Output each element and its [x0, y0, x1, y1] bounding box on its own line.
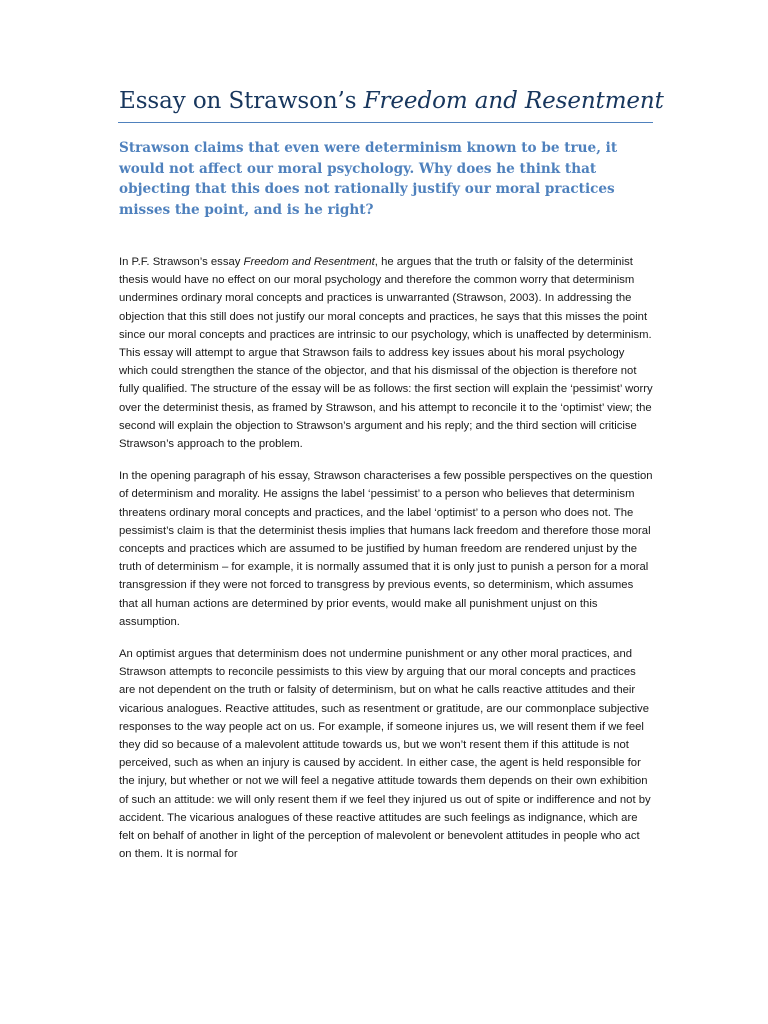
essay-title-italic: Freedom and Resentment	[363, 88, 664, 114]
paragraph-1-pre: In P.F. Strawson’s essay	[119, 256, 244, 268]
essay-question: Strawson claims that even were determinism known to be true, it would not affect our moral psychology. Why does he think that objecting that this does not rationally justify our moral practices misses the point, and is he right?	[119, 140, 618, 218]
essay-title-prefix: Essay on Strawson’s	[119, 88, 364, 114]
paragraph-1-post: , he argues that the truth or falsity of the determinist thesis would have no effect on our moral psychology and therefore the common worry that determinism undermines ordinary moral concepts and practices is unwarranted (Strawson, 2003). In addressing the objection that this still does not justify our moral concepts and practices, he says that this misses the point since our moral concepts and practices are intrinsic to our psychology, which is unaffected by determinism. This essay will attempt to argue that Strawson fails to address key issues about his moral psychology which could strengthen the stance of the objector, and that his dismissal of the objection is therefore not fully qualified. The structure of the essay will be as follows: the first section will explain the ‘pessimist’ worry over the determinist thesis, as framed by Strawson, and his attempt to reconcile it to the ‘optimist’ view; the second will explain the objection to Strawson’s argument and his reply; and the third section will criticise Strawson’s approach to the problem.	[119, 256, 653, 451]
paragraph-1-italic: Freedom and Resentment	[243, 256, 375, 268]
essay-body	[119, 253, 653, 878]
paragraph-3: An optimist argues that determinism does not undermine punishment or any other moral practices, and Strawson attempts to reconcile pessimists to this view by arguing that our moral concepts and practices are not dependent on the truth or falsity of determinism, but on what he calls reactive attitudes and their vicarious analogues. Reactive attitudes, such as resentment or gratitude, are our commonplace subjective responses to the way people act on us. For example, if someone injures us, we will resent them if we feel they did so because of a malevolent attitude towards us, but we won’t resent them if this attitude is not perceived, such as when an injury is caused by accident. In either case, the agent is held responsible for the injury, but whether or not we will feel a negative attitude towards them depends on their own exhibition of such an attitude: we will only resent them if we feel they injured us out of spite or indifference and not by accident. The vicarious analogues of these reactive attitudes are such feelings as indignance, which are felt on behalf of another in light of the perception of malevolent or benevolent attitudes in people who act on them. It is normal for	[119, 648, 651, 861]
title-underline-rule	[118, 122, 653, 123]
essay-title	[119, 84, 664, 118]
paragraph-2: In the opening paragraph of his essay, Strawson characterises a few possible perspectives on the question of determinism and morality. He assigns the label ‘pessimist’ to a person who believes that determinism threatens ordinary moral concepts and practices, and the label ‘optimist’ to a person who does not. The pessimist’s claim is that the determinist thesis implies that humans lack freedom and therefore those moral concepts and practices which are assumed to be justified by human freedom are rendered unjust by the truth of determinism – for example, it is normally assumed that it is only just to punish a person for a moral transgression if they were not forced to transgress by previous events, so determinism, which assumes that all human actions are determined by prior events, would make all punishment unjust on this assumption.	[119, 470, 653, 628]
paragraph-1	[119, 253, 653, 453]
